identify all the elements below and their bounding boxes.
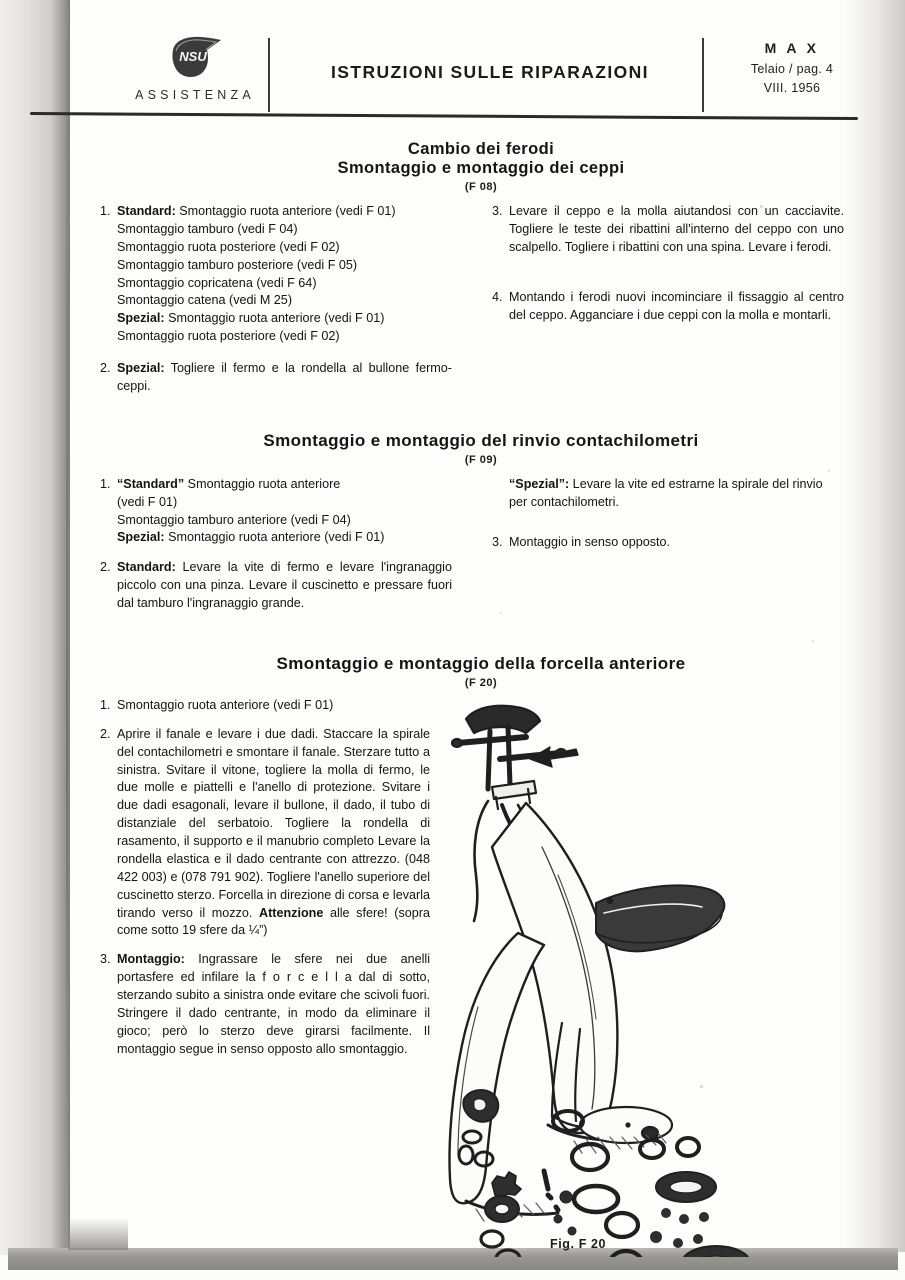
section-1-code: (F 08) <box>464 181 498 193</box>
section-2-code: (F 09) <box>464 453 498 466</box>
item-line: Smontaggio tamburo (vedi F 04) <box>117 221 298 236</box>
item-text: Smontaggio ruota anteriore (vedi F 01) <box>117 697 334 712</box>
item-lead: Standard: <box>117 204 176 218</box>
item-line: Smontaggio tamburo posteriore (vedi F 05) <box>117 257 358 272</box>
item-line: Smontaggio ruota posteriore (vedi F 02) <box>117 329 340 344</box>
item-body: Aprire il fanale e levare i due dadi. Staccare la spirale del contachilometri e smontare il fanale. Sterzare tutto a sinistra. Svitare il vitone, togliere la molla di fermo, le due molle e piattelli e l'anello di protezione. Svitare i due dadi esagonali, levare il bullone, il dado, il tubo di distanziale del serbatoio. Togliere la rondella di rasamento, il supporto e il manubrio completo Levare la rondella elastica e il dado centrante con attrezzo. (048 422 003) e (078 791 902). Togliere l'anello superiore del cuscinetto sterzo. Forcella in direzione di corsa e levarla tirando verso il mozzo. <box>117 726 430 920</box>
item-lead: “Standard” <box>117 476 185 491</box>
list-item <box>100 360 452 396</box>
item-lead: Standard: <box>117 560 176 575</box>
figure-caption: Fig. F 20 <box>550 1236 607 1251</box>
page-binding-line <box>66 8 68 1256</box>
section-2-right-column <box>492 476 844 624</box>
item-number: 2. <box>100 726 111 741</box>
item-number: 1. <box>100 476 111 491</box>
header-meta-block <box>718 40 866 95</box>
item-number: 2. <box>100 361 111 375</box>
header-divider-right <box>702 38 704 112</box>
item-number: 1. <box>100 204 111 218</box>
item-line: Smontaggio ruota anteriore <box>184 476 341 491</box>
section-1-left-column <box>100 203 452 407</box>
section-1-columns <box>100 203 862 407</box>
brand-logo-block <box>120 34 270 102</box>
section-3-code: (F 20) <box>464 676 498 689</box>
list-item <box>100 951 430 1058</box>
model-name: M A X <box>764 40 820 56</box>
item-lead: “Spezial”: <box>509 476 570 491</box>
item-lead: Montaggio: <box>117 952 185 967</box>
section-2-columns <box>100 476 862 624</box>
list-item <box>100 726 430 941</box>
list-item <box>100 559 452 613</box>
section-3-body <box>100 697 862 1257</box>
svg-text:NSU: NSU <box>179 49 207 64</box>
item-warning-lead: Attenzione <box>258 905 324 920</box>
item-body: Ingrassare le sfere nei due anelli portasfere ed infilare la f o r c e l l a dal di sotto, sterzando subito a sinistra onde evitare che scivoli fuori. Stringere il dado centrante, in modo da eliminare il gioco; però lo sterzo deve girarsi facilmente. Il montaggio segue in senso opposto allo smontaggio. <box>117 952 430 1056</box>
list-item <box>492 289 844 325</box>
list-item <box>492 203 844 257</box>
item-text <box>117 559 452 613</box>
item-line: (vedi F 01) <box>117 494 178 509</box>
item-lead: Spezial: <box>117 311 165 326</box>
item-body: Togliere il fermo e la rondella al bullone fermo-ceppi. <box>117 361 452 393</box>
item-line: Smontaggio catena (vedi M 25) <box>117 293 293 308</box>
item-body: Levare la vite di fermo e levare l'ingranaggio piccolo con una pinza. Levare il cuscinetto e pressare fuori dal tamburo l'ingranaggio grande. <box>117 560 452 610</box>
item-line: Smontaggio ruota anteriore (vedi F 01) <box>164 530 385 545</box>
section-cambio-dei-ferodi <box>100 140 862 407</box>
page-title: ISTRUZIONI SULLE RIPARAZIONI <box>331 62 649 82</box>
item-line: Smontaggio copricatena (vedi F 64) <box>117 275 317 290</box>
item-text: Montaggio in senso opposto. <box>509 534 671 549</box>
item-warning-body: alle sfere! (sopra come sotto 19 sfere da ¼”) <box>117 905 430 938</box>
item-lead: Spezial: <box>117 361 165 375</box>
list-item <box>492 534 844 552</box>
fork-assembly-illustration <box>430 697 830 1257</box>
item-text <box>117 203 452 346</box>
item-body: Levare la vite ed estrarne la spirale del rinvio per contachilometri. <box>509 476 823 509</box>
section-2-left-column <box>100 476 452 624</box>
section-2-title: Smontaggio e montaggio del rinvio contachilometri <box>263 430 699 450</box>
item-number: 4. <box>492 289 503 304</box>
item-line: Smontaggio ruota anteriore (vedi F 01) <box>175 204 396 218</box>
list-item <box>100 203 452 346</box>
page-content <box>100 140 862 1257</box>
section-1-right-column <box>492 203 844 407</box>
page-left-gutter <box>0 0 70 1255</box>
list-item <box>492 476 844 512</box>
item-text <box>117 476 452 548</box>
header-divider-left <box>268 38 270 112</box>
section-forcella-anteriore <box>100 654 862 1257</box>
item-number: 1. <box>100 697 111 712</box>
item-number <box>492 476 509 512</box>
item-text <box>117 726 430 941</box>
item-line: Smontaggio ruota anteriore (vedi F 01) <box>164 311 385 326</box>
item-line: Smontaggio tamburo anteriore (vedi F 04) <box>117 512 351 527</box>
nsu-shield-icon <box>167 34 223 82</box>
item-text <box>117 951 430 1058</box>
section-3-title: Smontaggio e montaggio della forcella anteriore <box>276 653 686 673</box>
section-3-text-column <box>100 697 430 1257</box>
item-text: Montando i ferodi nuovi incominciare il fissaggio al centro del ceppo. Agganciare i due ceppi con la molla e montarli. <box>509 289 844 322</box>
item-number: 3. <box>492 534 503 549</box>
item-lead: Spezial: <box>117 530 165 545</box>
list-item <box>100 476 452 548</box>
publication-date: VIII. 1956 <box>763 81 821 95</box>
figure-f20 <box>430 697 862 1257</box>
item-text <box>509 476 844 512</box>
item-number: 3. <box>100 952 111 967</box>
page-header <box>100 34 860 116</box>
list-item <box>100 697 430 715</box>
item-line: Smontaggio ruota posteriore (vedi F 02) <box>117 239 340 254</box>
item-text: Levare il ceppo e la molla aiutandosi con un cacciavite. Togliere le teste dei ribattini all'interno del ceppo con uno scalpello. Togliere i ribattini con una spina. Levare i ferodi. <box>509 204 844 254</box>
chapter-reference: Telaio / pag. 4 <box>750 62 834 76</box>
section-1-title-line2: Smontaggio e montaggio dei ceppi <box>337 159 625 177</box>
item-number: 3. <box>492 204 503 218</box>
section-rinvio-contachilometri <box>100 431 862 624</box>
item-text <box>117 360 452 396</box>
section-1-title-line1: Cambio dei ferodi <box>407 140 555 158</box>
brand-caption: ASSISTENZA <box>135 88 255 102</box>
item-number: 2. <box>100 560 111 575</box>
